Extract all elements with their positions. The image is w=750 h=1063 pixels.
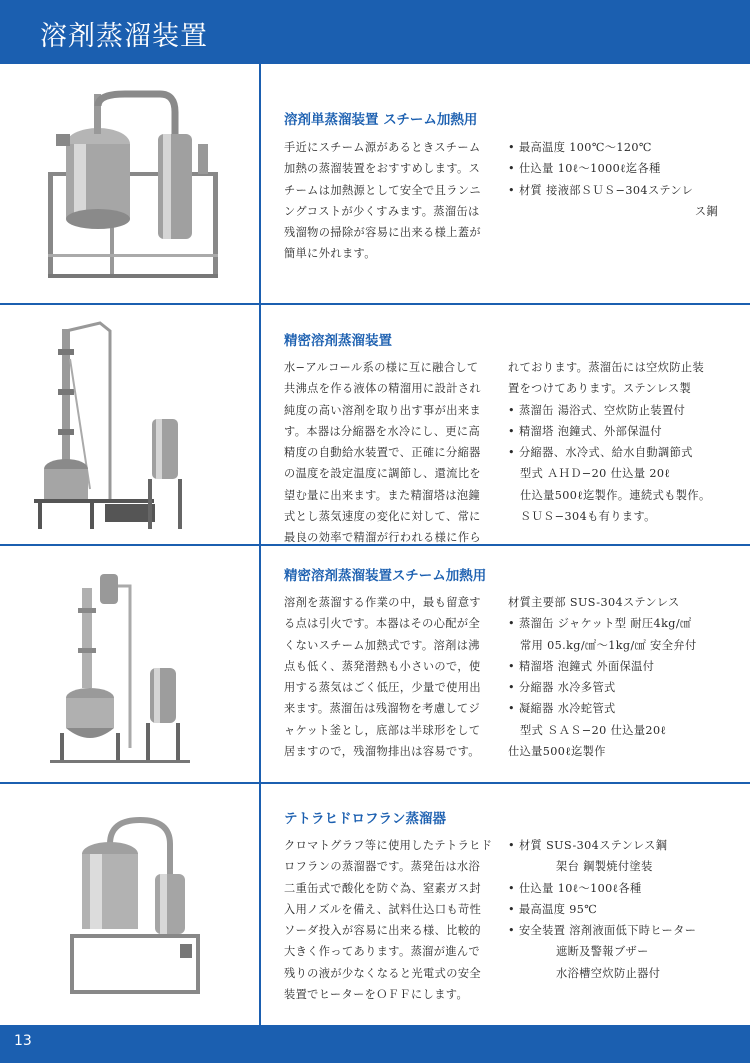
section-title: 精密溶剤蒸溜装置スチーム加熱用 <box>284 568 487 584</box>
text-line: れております。蒸溜缶には空炊防止装 <box>508 361 705 374</box>
spec-item: 仕込量500ℓ迄製作。連続式も製作。 <box>520 488 711 502</box>
text-line: 残溜物の掃除が容易に出来る様上蓋が <box>284 226 481 240</box>
spec-item: • 最高温度 95℃ <box>508 899 730 920</box>
spec-item: • 精溜塔 泡鐘式 外面保温付 <box>508 656 730 677</box>
spec-item: 型式 ＳＡＳ−20 仕込量20ℓ <box>520 723 667 737</box>
text-line: 用する蒸気はごく低圧，少量で使用出 <box>284 681 481 695</box>
text-line: ソーダ投入が容易に出来る様、比較的 <box>284 924 481 938</box>
text-line: 置をつけてあります。ステンレス製 <box>508 382 692 396</box>
text-line: くないスチーム加熱式です。溶剤は沸 <box>284 638 480 652</box>
spec-list <box>508 137 730 222</box>
spec-item: 架台 鋼製焼付塗装 <box>556 860 653 874</box>
spec-item: • 最高温度 100℃〜120℃ <box>508 137 730 158</box>
spec-item: ス鋼 <box>694 204 718 218</box>
page-header <box>0 0 750 64</box>
text-line: 残りの液が少なくなると光電式の安全 <box>284 966 481 980</box>
precision-distiller-photo <box>30 319 240 534</box>
spec-list <box>508 357 730 527</box>
text-line: クロマトグラフ等に使用したテトラヒド <box>284 839 493 852</box>
spec-item: • 分縮器、水冷式、給水自動調節式 <box>508 442 730 463</box>
text-line: 簡単に外れます。 <box>284 247 376 261</box>
text-line: 居ますので，残溜物排出は容易です。 <box>284 745 480 759</box>
simple-distiller-photo <box>30 84 240 284</box>
text-line: 二重缶式で酸化を防ぐ為、窒素ガス封 <box>284 881 481 895</box>
text-line: 手近にスチーム源があるときスチーム <box>284 141 481 154</box>
text-line: 加熱の蒸溜装置をおすすめします。ス <box>284 162 481 176</box>
description <box>284 137 496 265</box>
description <box>284 357 496 549</box>
text-line: 装置でヒーターをＯＦＦにします。 <box>284 988 469 1002</box>
text-line: 水−アルコール系の様に互に融合して <box>284 361 479 374</box>
thf-distiller-photo <box>30 814 240 1004</box>
product-section-1 <box>0 64 750 303</box>
text-line: ングコストが少くすみます。蒸溜缶は <box>284 204 480 218</box>
text-line: ロフランの蒸溜器です。蒸発缶は水浴 <box>284 860 481 874</box>
product-section-3 <box>0 546 750 782</box>
text-line: す。本器は分縮器を水冷にし、更に高 <box>284 424 481 438</box>
spec-item: 仕込量500ℓ迄製作 <box>508 745 606 759</box>
text-line: 純度の高い溶剤を取り出す事が出来ま <box>284 403 481 417</box>
steam-precision-distiller-photo <box>30 568 240 768</box>
spec-item: • 精溜塔 泡鐘式、外部保温付 <box>508 421 730 442</box>
page-number: 13 <box>14 1033 32 1049</box>
spec-list <box>508 835 730 984</box>
section-title: 精密溶剤蒸溜装置 <box>284 333 392 349</box>
spec-item: 型式 ＡＨＤ−20 仕込量 20ℓ <box>520 467 671 481</box>
page-title: 溶剤蒸溜装置 <box>40 21 208 52</box>
text-line: 入用ノズルを備え、試料仕込口も苛性 <box>284 902 482 916</box>
spec-item: • 仕込量 10ℓ〜1000ℓ迄各種 <box>508 158 730 179</box>
text-line: 望む量に出来ます。また精溜塔は泡鐘 <box>284 488 481 502</box>
text-line: の温度を設定温度に調節し、還流比を <box>284 467 481 481</box>
spec-item: 常用 05.kg/㎠〜1kg/㎠ 安全弁付 <box>520 638 697 652</box>
description <box>284 592 496 762</box>
text-line: 大きく作ってあります。蒸溜が進んで <box>284 945 481 959</box>
text-line: チームは加熱源として安全で且ランニ <box>284 183 481 197</box>
text-line: 点も低く、蒸発潜熱も小さいので，使 <box>284 659 481 673</box>
spec-item: 水浴槽空炊防止器付 <box>556 966 661 980</box>
spec-item: • 分縮器 水冷多管式 <box>508 677 730 698</box>
spec-item: ＳＵＳ−304も有ります。 <box>520 510 656 524</box>
text-line: ャケット釜とし，底部は半球形をして <box>284 723 481 737</box>
description <box>284 835 496 1005</box>
section-title: 溶剤単蒸溜装置 スチーム加熱用 <box>284 112 478 128</box>
spec-list <box>508 592 730 762</box>
text-line: 最良の効率で精溜が行われる様に作ら <box>284 531 481 545</box>
text-line: 来ます。蒸溜缶は残溜物を考慮してジ <box>284 702 481 716</box>
spec-item: • 材質 接液部ＳＵＳ−304ステンレ <box>508 180 730 201</box>
spec-item: • 仕込量 10ℓ〜100ℓ各種 <box>508 878 730 899</box>
text-line: 共沸点を作る液体の精溜用に設計され <box>284 382 481 396</box>
text-line: 精度の自動給水装置で、正確に分縮器 <box>284 446 481 460</box>
text-line: 溶剤を蒸溜する作業の中，最も留意す <box>284 596 481 609</box>
spec-item: 遮断及警報ブザー <box>556 945 649 959</box>
spec-item: • 凝縮器 水冷蛇管式 <box>508 698 730 719</box>
product-section-4 <box>0 784 750 1025</box>
page-footer <box>0 1025 750 1063</box>
product-section-2 <box>0 305 750 544</box>
section-title: テトラヒドロフラン蒸溜器 <box>284 811 446 827</box>
text-line: る点は引火です。本器はその心配が全 <box>284 617 481 631</box>
spec-item: 材質主要部 SUS-304ステンレス <box>508 596 680 609</box>
spec-item: • 蒸溜缶 ジャケット型 耐圧4kg/㎠ <box>508 613 730 634</box>
text-line: 式とし蒸気速度の変化に対して、常に <box>284 510 481 524</box>
spec-item: • 蒸溜缶 湯浴式、空炊防止装置付 <box>508 400 730 421</box>
spec-item: • 材質 SUS-304ステンレス鋼 <box>508 835 730 856</box>
spec-item: • 安全装置 溶剤液面低下時ヒーター <box>508 920 730 941</box>
